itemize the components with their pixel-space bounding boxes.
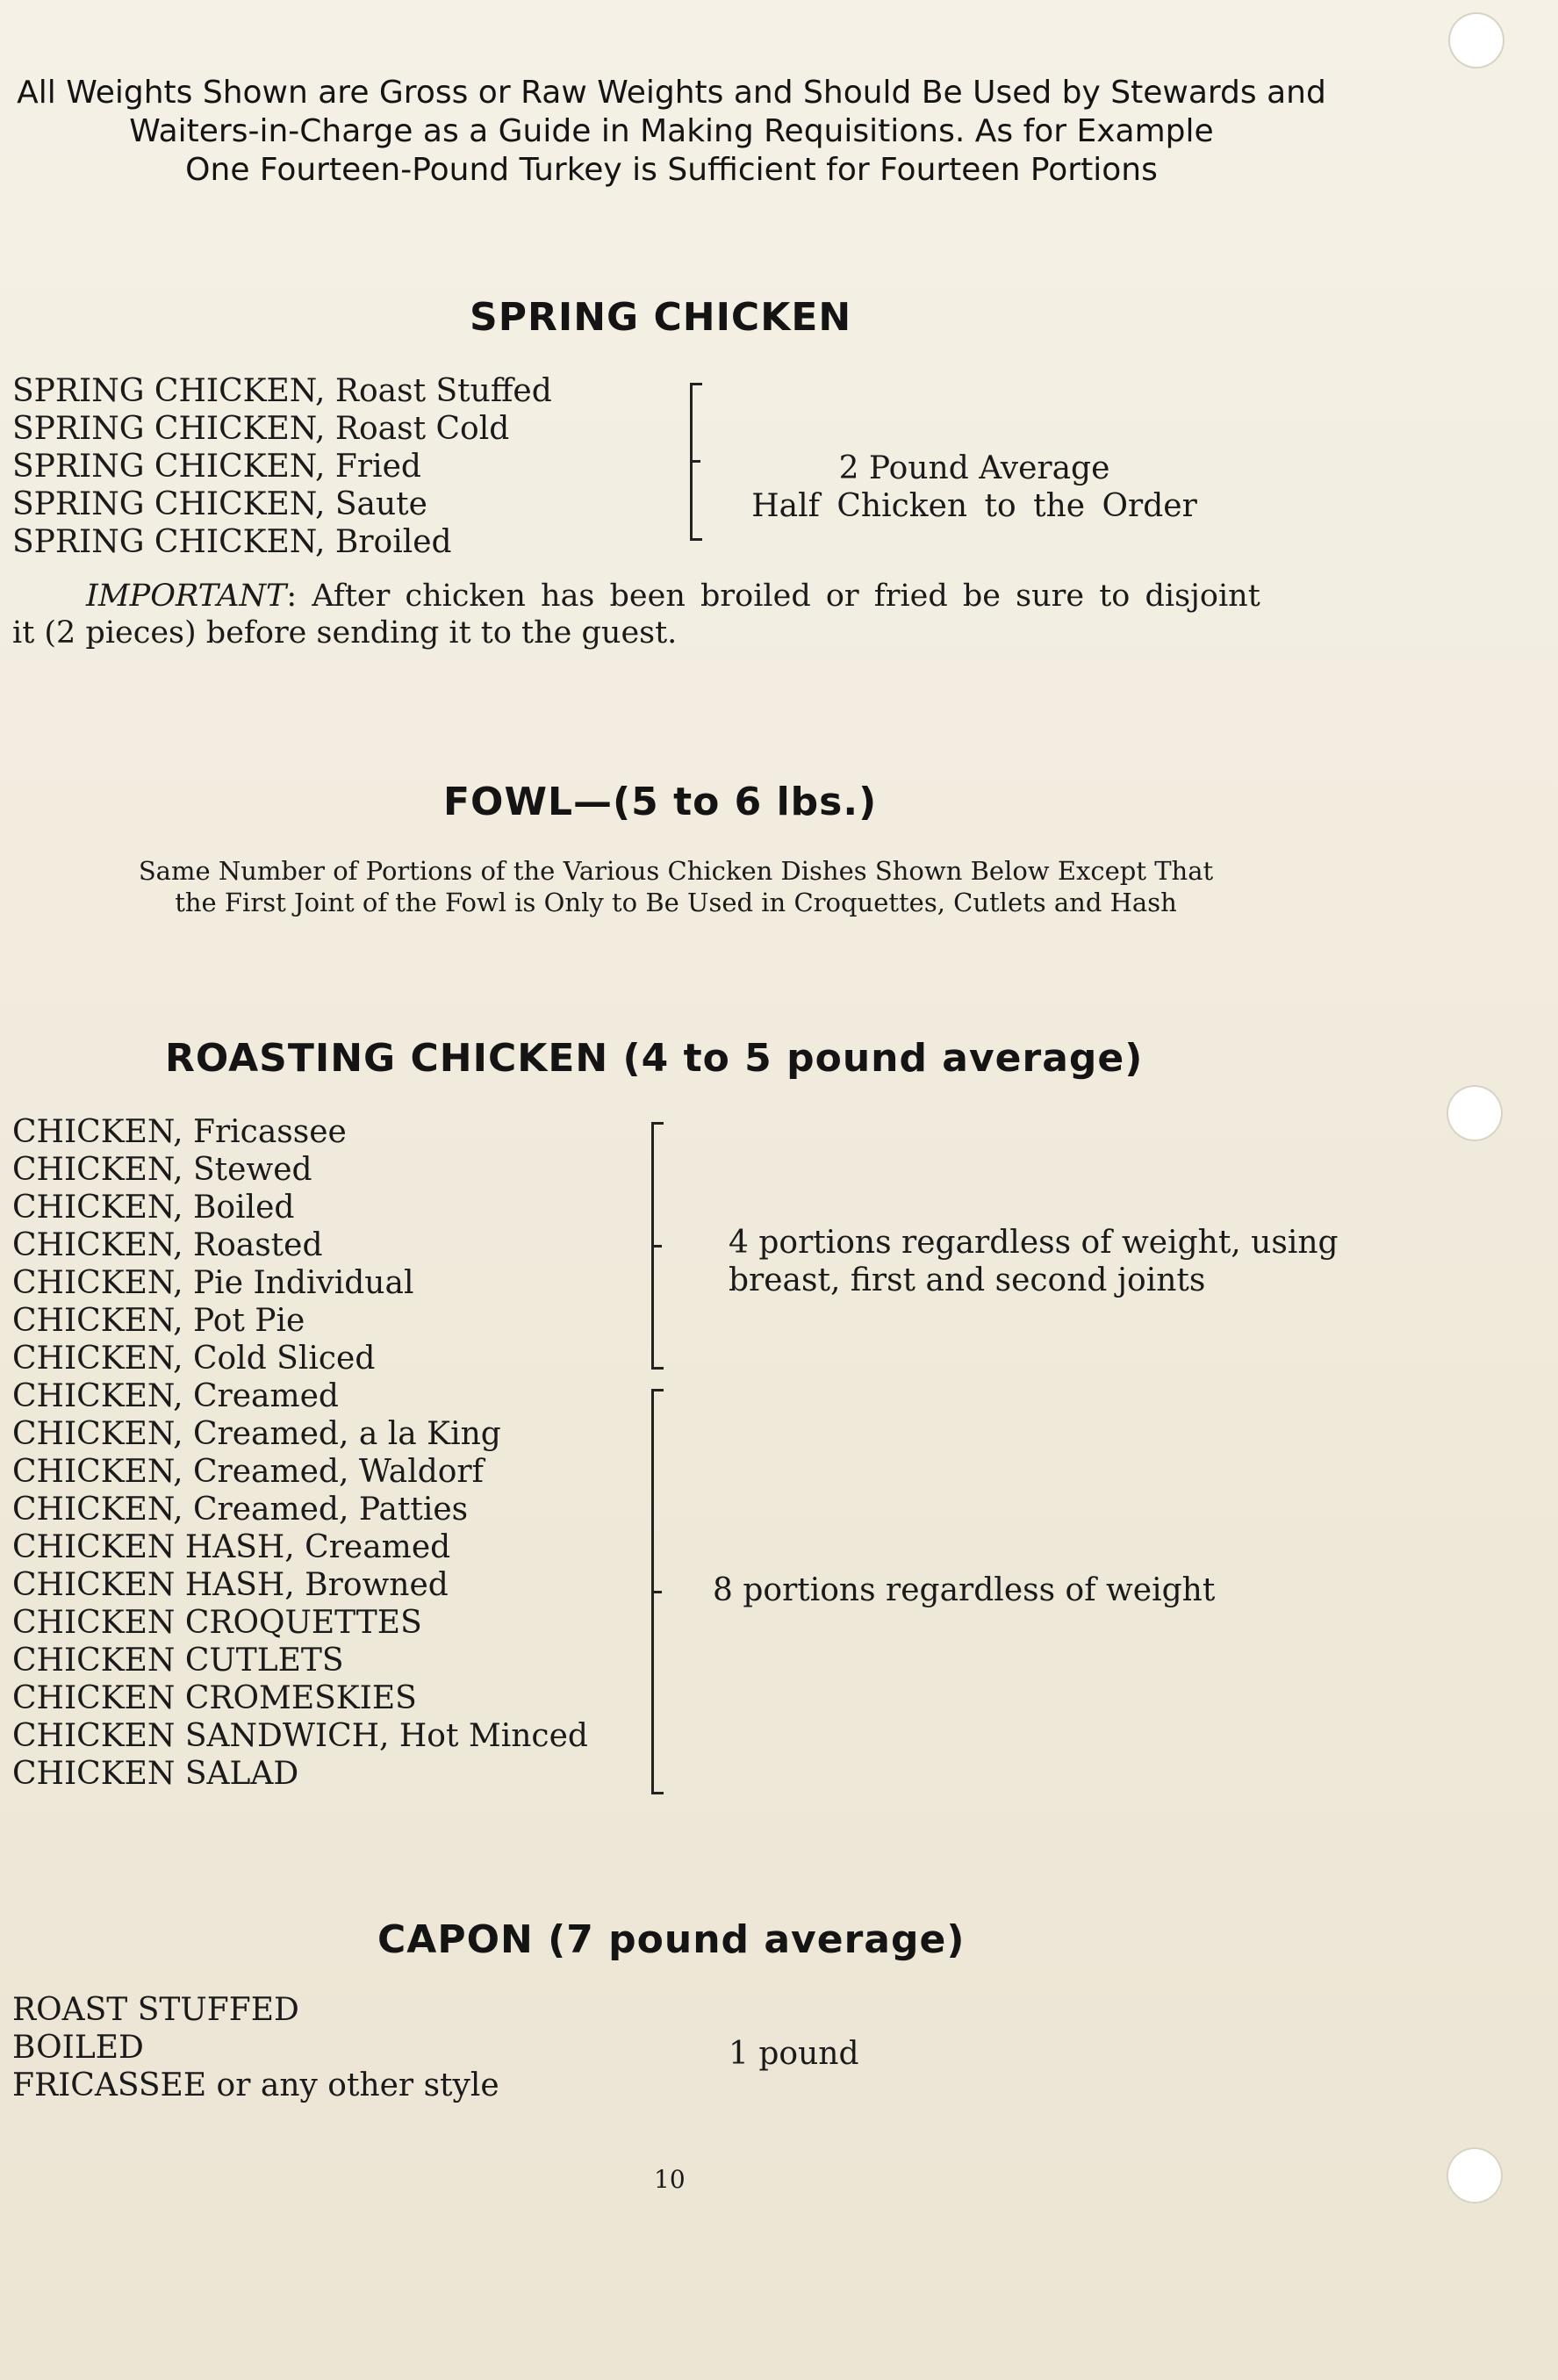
spring-portion-line-1: 2 Pound Average: [838, 450, 1110, 486]
spring-item-list: [12, 372, 552, 561]
roasting-group-1-portion-line-1: 4 portions regardless of weight, using: [729, 1225, 1339, 1261]
intro-line-1: All Weights Shown are Gross or Raw Weights and Should Be Used by Stewards and: [17, 75, 1326, 111]
spring-bracket-point: [690, 460, 700, 463]
intro-line-2: Waiters-in-Charge as a Guide in Making Requisitions. As for Example: [129, 113, 1214, 149]
capon-item-list: [12, 1991, 499, 2104]
list-item: BOILED: [12, 2030, 144, 2066]
capon-portion: 1 pound: [729, 2036, 859, 2072]
list-item: CHICKEN, Pie Individual: [12, 1265, 414, 1301]
list-item: CHICKEN, Roasted: [12, 1227, 323, 1263]
roasting-group-2-bracket-point: [651, 1591, 662, 1593]
list-item: SPRING CHICKEN, Fried: [12, 449, 421, 485]
list-item: CHICKEN CROQUETTES: [12, 1605, 422, 1641]
list-item: CHICKEN, Creamed, Patties: [12, 1492, 469, 1528]
list-item: CHICKEN, Cold Sliced: [12, 1341, 376, 1377]
list-item: SPRING CHICKEN, Broiled: [12, 524, 452, 560]
spring-portion-line-2: Half Chicken to the Order: [751, 488, 1197, 524]
list-item: CHICKEN, Boiled: [12, 1190, 295, 1226]
list-item: SPRING CHICKEN, Roast Cold: [12, 411, 510, 447]
spring-portion: [737, 449, 1211, 525]
spring-chicken-heading: SPRING CHICKEN: [470, 295, 852, 340]
binder-hole-top: [1448, 12, 1504, 68]
important-text-2: it (2 pieces) before sending it to the guest.: [12, 615, 678, 651]
roasting-group-1-bracket-point: [651, 1245, 662, 1248]
list-item: CHICKEN HASH, Browned: [12, 1567, 449, 1603]
list-item: CHICKEN, Creamed: [12, 1378, 339, 1414]
list-item: SPRING CHICKEN, Saute: [12, 486, 427, 522]
roasting-group-1-portion-line-2: breast, first and second joints: [729, 1262, 1206, 1298]
roasting-group-1-list: [12, 1113, 413, 1377]
fowl-note-line-1: Same Number of Portions of the Various Chicken Dishes Shown Below Except That: [138, 856, 1214, 886]
list-item: CHICKEN, Creamed, a la King: [12, 1416, 501, 1452]
binder-hole-middle: [1447, 1085, 1503, 1141]
binder-hole-bottom: [1447, 2147, 1503, 2204]
list-item: ROAST STUFFED: [12, 1992, 299, 2028]
important-note: [12, 578, 1260, 651]
list-item: CHICKEN SALAD: [12, 1756, 299, 1792]
important-label: IMPORTANT: [86, 579, 287, 614]
list-item: CHICKEN, Fricassee: [12, 1114, 347, 1150]
list-item: CHICKEN HASH, Creamed: [12, 1529, 451, 1565]
page-number: 10: [654, 2165, 686, 2194]
capon-heading: CAPON (7 pound average): [377, 1917, 966, 1962]
roasting-group-1-portion: [729, 1224, 1339, 1299]
list-item: CHICKEN CUTLETS: [12, 1643, 344, 1679]
list-item: CHICKEN CROMESKIES: [12, 1680, 417, 1716]
list-item: CHICKEN, Stewed: [12, 1152, 312, 1188]
roasting-group-2-list: [12, 1377, 588, 1793]
fowl-note: [0, 855, 1352, 918]
fowl-note-line-2: the First Joint of the Fowl is Only to Be Used in Croquettes, Cutlets and Hash: [175, 888, 1177, 917]
list-item: CHICKEN, Creamed, Waldorf: [12, 1454, 484, 1490]
intro-line-3: One Fourteen-Pound Turkey is Sufficient for Fourteen Portions: [185, 152, 1158, 188]
important-text-1: : After chicken has been broiled or fried be sure to disjoint: [286, 579, 1260, 614]
fowl-heading: FOWL—(5 to 6 lbs.): [443, 780, 878, 824]
intro-text: [0, 74, 1343, 190]
list-item: CHICKEN, Pot Pie: [12, 1303, 305, 1339]
list-item: FRICASSEE or any other style: [12, 2067, 499, 2103]
roasting-group-2-portion: 8 portions regardless of weight: [713, 1572, 1216, 1608]
roasting-chicken-heading: ROASTING CHICKEN (4 to 5 pound average): [165, 1036, 1144, 1081]
list-item: SPRING CHICKEN, Roast Stuffed: [12, 373, 552, 409]
list-item: CHICKEN SANDWICH, Hot Minced: [12, 1718, 588, 1754]
